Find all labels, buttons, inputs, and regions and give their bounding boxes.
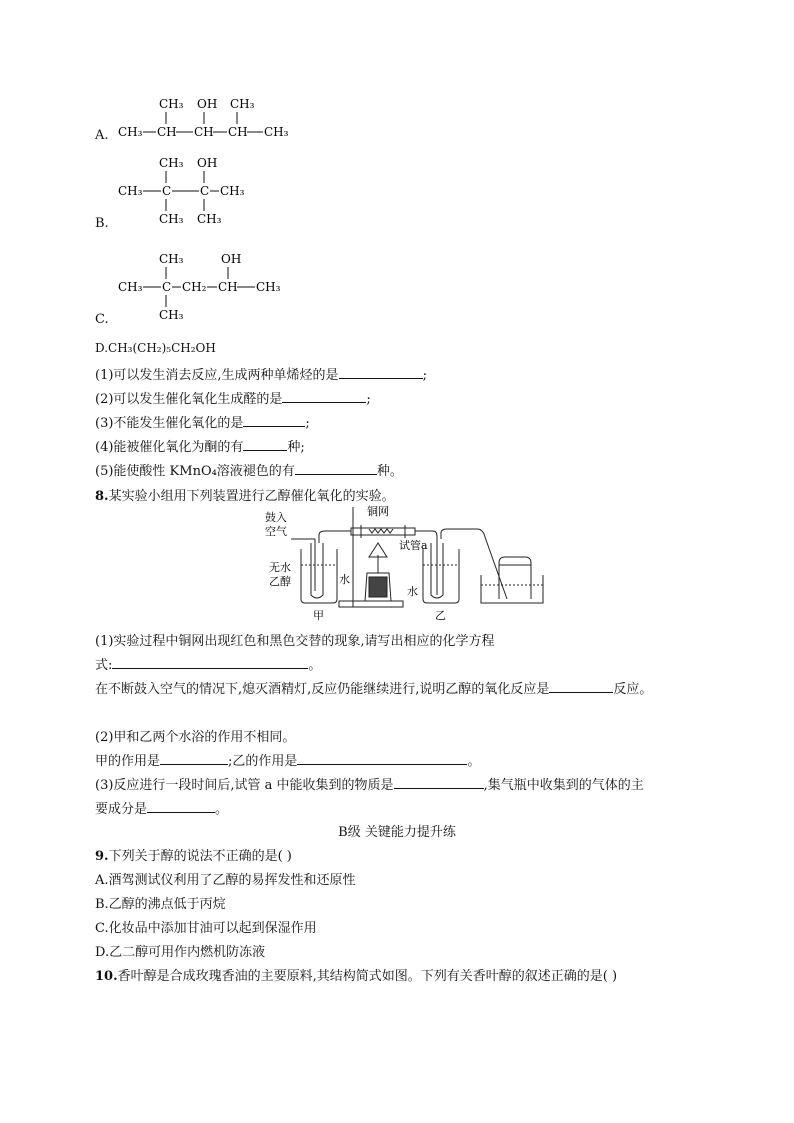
answer-blank[interactable]: [282, 389, 366, 403]
svg-text:CH₃: CH₃: [118, 184, 143, 198]
structure-c: [115, 248, 315, 324]
svg-text:CH₃: CH₃: [220, 184, 245, 198]
q9-stem: 9.下列关于醇的说法不正确的是( ): [95, 849, 292, 864]
svg-text:OH: OH: [197, 97, 218, 111]
q8-part1b: 式: 。: [95, 654, 321, 673]
svg-text:CH₃: CH₃: [159, 156, 184, 170]
option-a-label: A.: [95, 128, 109, 143]
svg-text:CH₃: CH₃: [256, 280, 281, 294]
answer-blank[interactable]: [243, 437, 287, 451]
q7-part5: (5)能使酸性 KMnO₄溶液褪色的有 种。: [95, 460, 403, 479]
option-d: D.CH₃(CH₂)₅CH₂OH: [95, 341, 216, 355]
svg-text:试管a: 试管a: [399, 539, 428, 552]
answer-blank[interactable]: [297, 751, 467, 765]
q9-option-d[interactable]: D.乙二醇可用作内燃机防冻液: [95, 945, 266, 960]
svg-text:CH₃: CH₃: [118, 125, 143, 139]
apparatus-figure: [255, 503, 555, 623]
answer-blank[interactable]: [243, 413, 305, 427]
svg-text:鼓入: 鼓入: [265, 511, 287, 524]
svg-text:C: C: [162, 280, 172, 294]
svg-text:OH: OH: [221, 252, 242, 266]
svg-text:乙: 乙: [435, 609, 446, 622]
answer-blank[interactable]: [295, 461, 377, 475]
svg-text:CH₃: CH₃: [118, 280, 143, 294]
svg-text:CH₃: CH₃: [159, 212, 184, 226]
svg-text:CH₃: CH₃: [197, 212, 222, 226]
q8-part3b: 要成分是 。: [95, 798, 228, 817]
q7-part3: (3)不能发生催化氧化的是 ;: [95, 412, 310, 431]
structure-a: [115, 94, 315, 144]
q8-part3a: (3)反应进行一段时间后,试管 a 中能收集到的物质是 ,集气瓶中收集到的气体的主: [95, 774, 644, 793]
svg-text:无水: 无水: [269, 561, 291, 574]
q9-option-c[interactable]: C.化妆品中添加甘油可以起到保湿作用: [95, 921, 317, 936]
svg-text:CH₃: CH₃: [264, 125, 289, 139]
answer-blank[interactable]: [549, 679, 613, 693]
q7-part4: (4)能被催化氧化为酮的有 种;: [95, 436, 305, 455]
svg-text:OH: OH: [197, 156, 218, 170]
answer-blank[interactable]: [160, 751, 228, 765]
structure-b: [115, 152, 315, 228]
option-c-label: C.: [95, 312, 109, 327]
svg-text:铜网: 铜网: [367, 505, 389, 518]
q9-option-a[interactable]: A.酒驾测试仪利用了乙醇的易挥发性和还原性: [95, 873, 356, 888]
q7-part2: (2)可以发生催化氧化生成醛的是 ;: [95, 388, 371, 407]
svg-text:水: 水: [407, 585, 418, 598]
answer-blank[interactable]: [112, 655, 308, 669]
q8-part1c: 在不断鼓入空气的情况下,熄灭酒精灯,反应仍能继续进行,说明乙醇的氧化反应是 反应。: [95, 678, 652, 697]
svg-text:CH₂: CH₂: [182, 280, 207, 294]
q9-option-b[interactable]: B.乙醇的沸点低于丙烷: [95, 897, 226, 912]
svg-text:CH₃: CH₃: [159, 308, 184, 322]
svg-text:CH: CH: [157, 125, 177, 139]
section-heading: B级 关键能力提升练: [338, 825, 456, 840]
svg-text:CH: CH: [228, 125, 248, 139]
answer-blank[interactable]: [339, 365, 423, 379]
svg-text:乙醇: 乙醇: [269, 575, 291, 588]
option-b-label: B.: [95, 216, 109, 231]
svg-text:C: C: [162, 184, 172, 198]
svg-text:CH₃: CH₃: [159, 97, 184, 111]
q8-part1a: (1)实验过程中铜网出现红色和黑色交替的现象,请写出相应的化学方程: [95, 634, 495, 649]
q7-part1: (1)可以发生消去反应,生成两种单烯烃的是 ;: [95, 364, 427, 383]
svg-text:C: C: [200, 184, 210, 198]
svg-text:空气: 空气: [265, 525, 287, 538]
q10-stem: 10.香叶醇是合成玫瑰香油的主要原料,其结构简式如图。下列有关香叶醇的叙述正确的是( ): [95, 969, 618, 984]
svg-text:CH₃: CH₃: [230, 97, 255, 111]
svg-text:甲: 甲: [313, 609, 324, 622]
answer-blank[interactable]: [147, 799, 215, 813]
svg-text:CH₃: CH₃: [159, 252, 184, 266]
q8-stem: 8.某实验小组用下列装置进行乙醇催化氧化的实验。: [95, 489, 395, 504]
answer-blank[interactable]: [394, 775, 484, 789]
svg-text:水: 水: [339, 573, 350, 586]
svg-text:CH: CH: [218, 280, 238, 294]
q8-part2a: (2)甲和乙两个水浴的作用不相同。: [95, 730, 296, 745]
svg-text:CH: CH: [194, 125, 214, 139]
q8-part2b: 甲的作用是 ;乙的作用是 。: [95, 750, 480, 769]
